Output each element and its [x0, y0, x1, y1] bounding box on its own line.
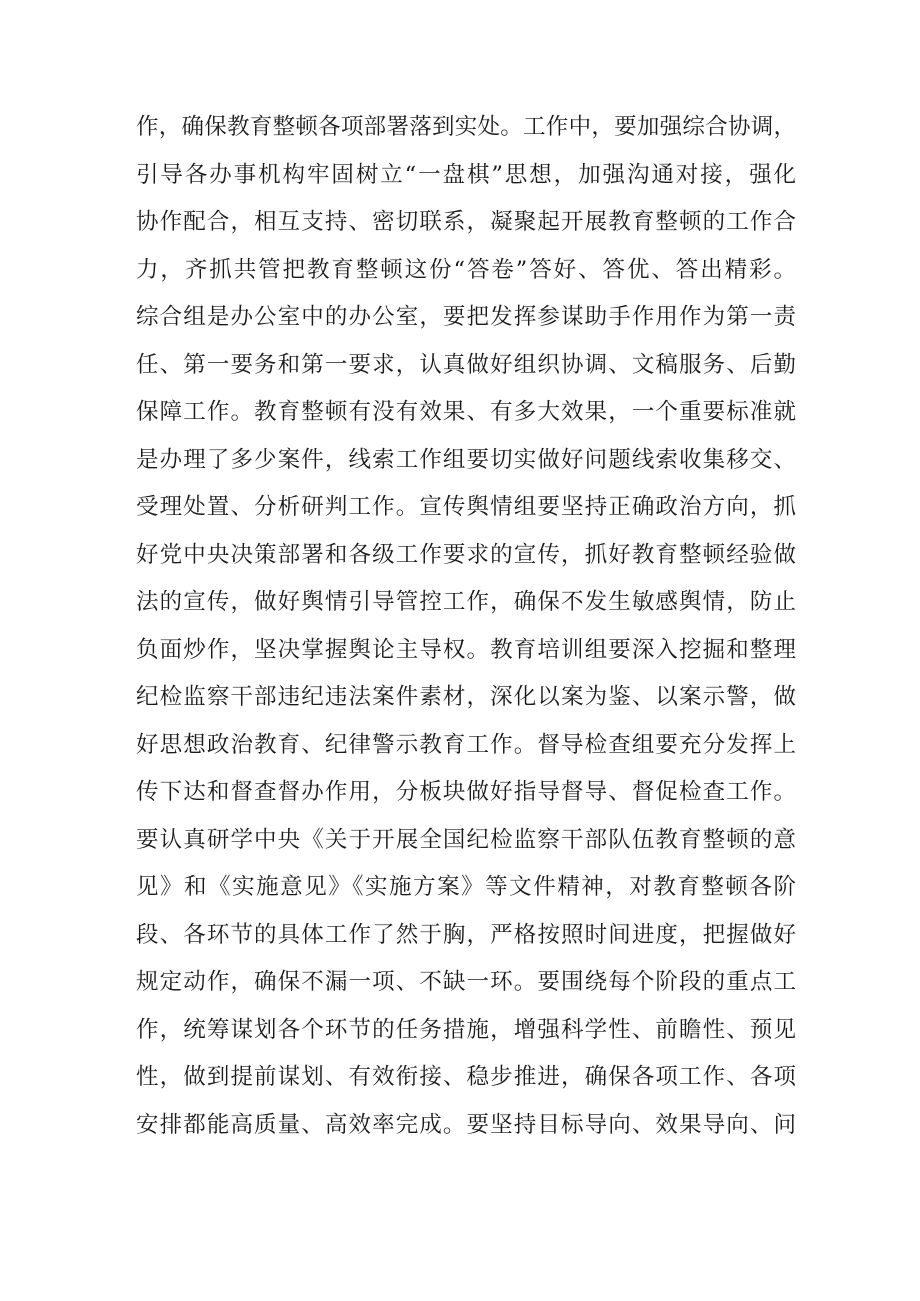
text-line: 规定动作，确保不漏一项、不缺一环。要围绕每个阶段的重点工 — [136, 969, 796, 995]
text-line: 见》和《实施意见》《实施方案》等文件精神，对教育整顿各阶 — [136, 874, 796, 900]
text-line: 安排都能高质量、高效率完成。要坚持目标导向、效果导向、问 — [136, 1111, 796, 1138]
text-line: 好思想政治教育、纪律警示教育工作。督导检查组要充分发挥上 — [136, 731, 796, 758]
text-line: 性，做到提前谋划、有效衔接、稳步推进，确保各项工作、各项 — [136, 1064, 796, 1090]
text-line: 作，统筹谋划各个环节的任务措施，增强科学性、前瞻性、预见 — [136, 1016, 796, 1043]
text-line: 综合组是办公室中的办公室，要把发挥参谋助手作用作为第一责 — [136, 304, 796, 330]
text-line: 传下达和督查督办作用，分板块做好指导督导、督促检查工作。 — [136, 779, 796, 805]
text-line: 是办理了多少案件，线索工作组要切实做好问题线索收集移交、 — [136, 446, 796, 473]
text-line: 段、各环节的具体工作了然于胸，严格按照时间进度，把握做好 — [136, 921, 796, 948]
text-line: 任、第一要务和第一要求，认真做好组织协调、文稿服务、后勤 — [136, 351, 796, 378]
text-line: 纪检监察干部违纪违法案件素材，深化以案为鉴、以案示警，做 — [136, 684, 796, 710]
text-line: 负面炒作，坚决掌握舆论主导权。教育培训组要深入挖掘和整理 — [136, 636, 796, 663]
text-line: 好党中央决策部署和各级工作要求的宣传，抓好教育整顿经验做 — [136, 541, 796, 568]
text-line: 法的宣传，做好舆情引导管控工作，确保不发生敏感舆情，防止 — [136, 589, 796, 615]
body-text — [136, 104, 796, 1149]
text-line: 力，齐抓共管把教育整顿这份“答卷”答好、答优、答出精彩。 — [136, 256, 796, 283]
text-line: 要认真研学中央《关于开展全国纪检监察干部队伍教育整顿的意 — [136, 826, 796, 853]
text-line: 作，确保教育整顿各项部署落到实处。工作中，要加强综合协调， — [136, 114, 796, 140]
text-line: 协作配合，相互支持、密切联系，凝聚起开展教育整顿的工作合 — [136, 209, 796, 235]
text-line: 受理处置、分析研判工作。宣传舆情组要坚持正确政治方向，抓 — [136, 494, 796, 520]
text-line: 保障工作。教育整顿有没有效果、有多大效果，一个重要标准就 — [136, 399, 796, 425]
text-line: 引导各办事机构牢固树立“一盘棋”思想，加强沟通对接，强化 — [136, 161, 796, 188]
